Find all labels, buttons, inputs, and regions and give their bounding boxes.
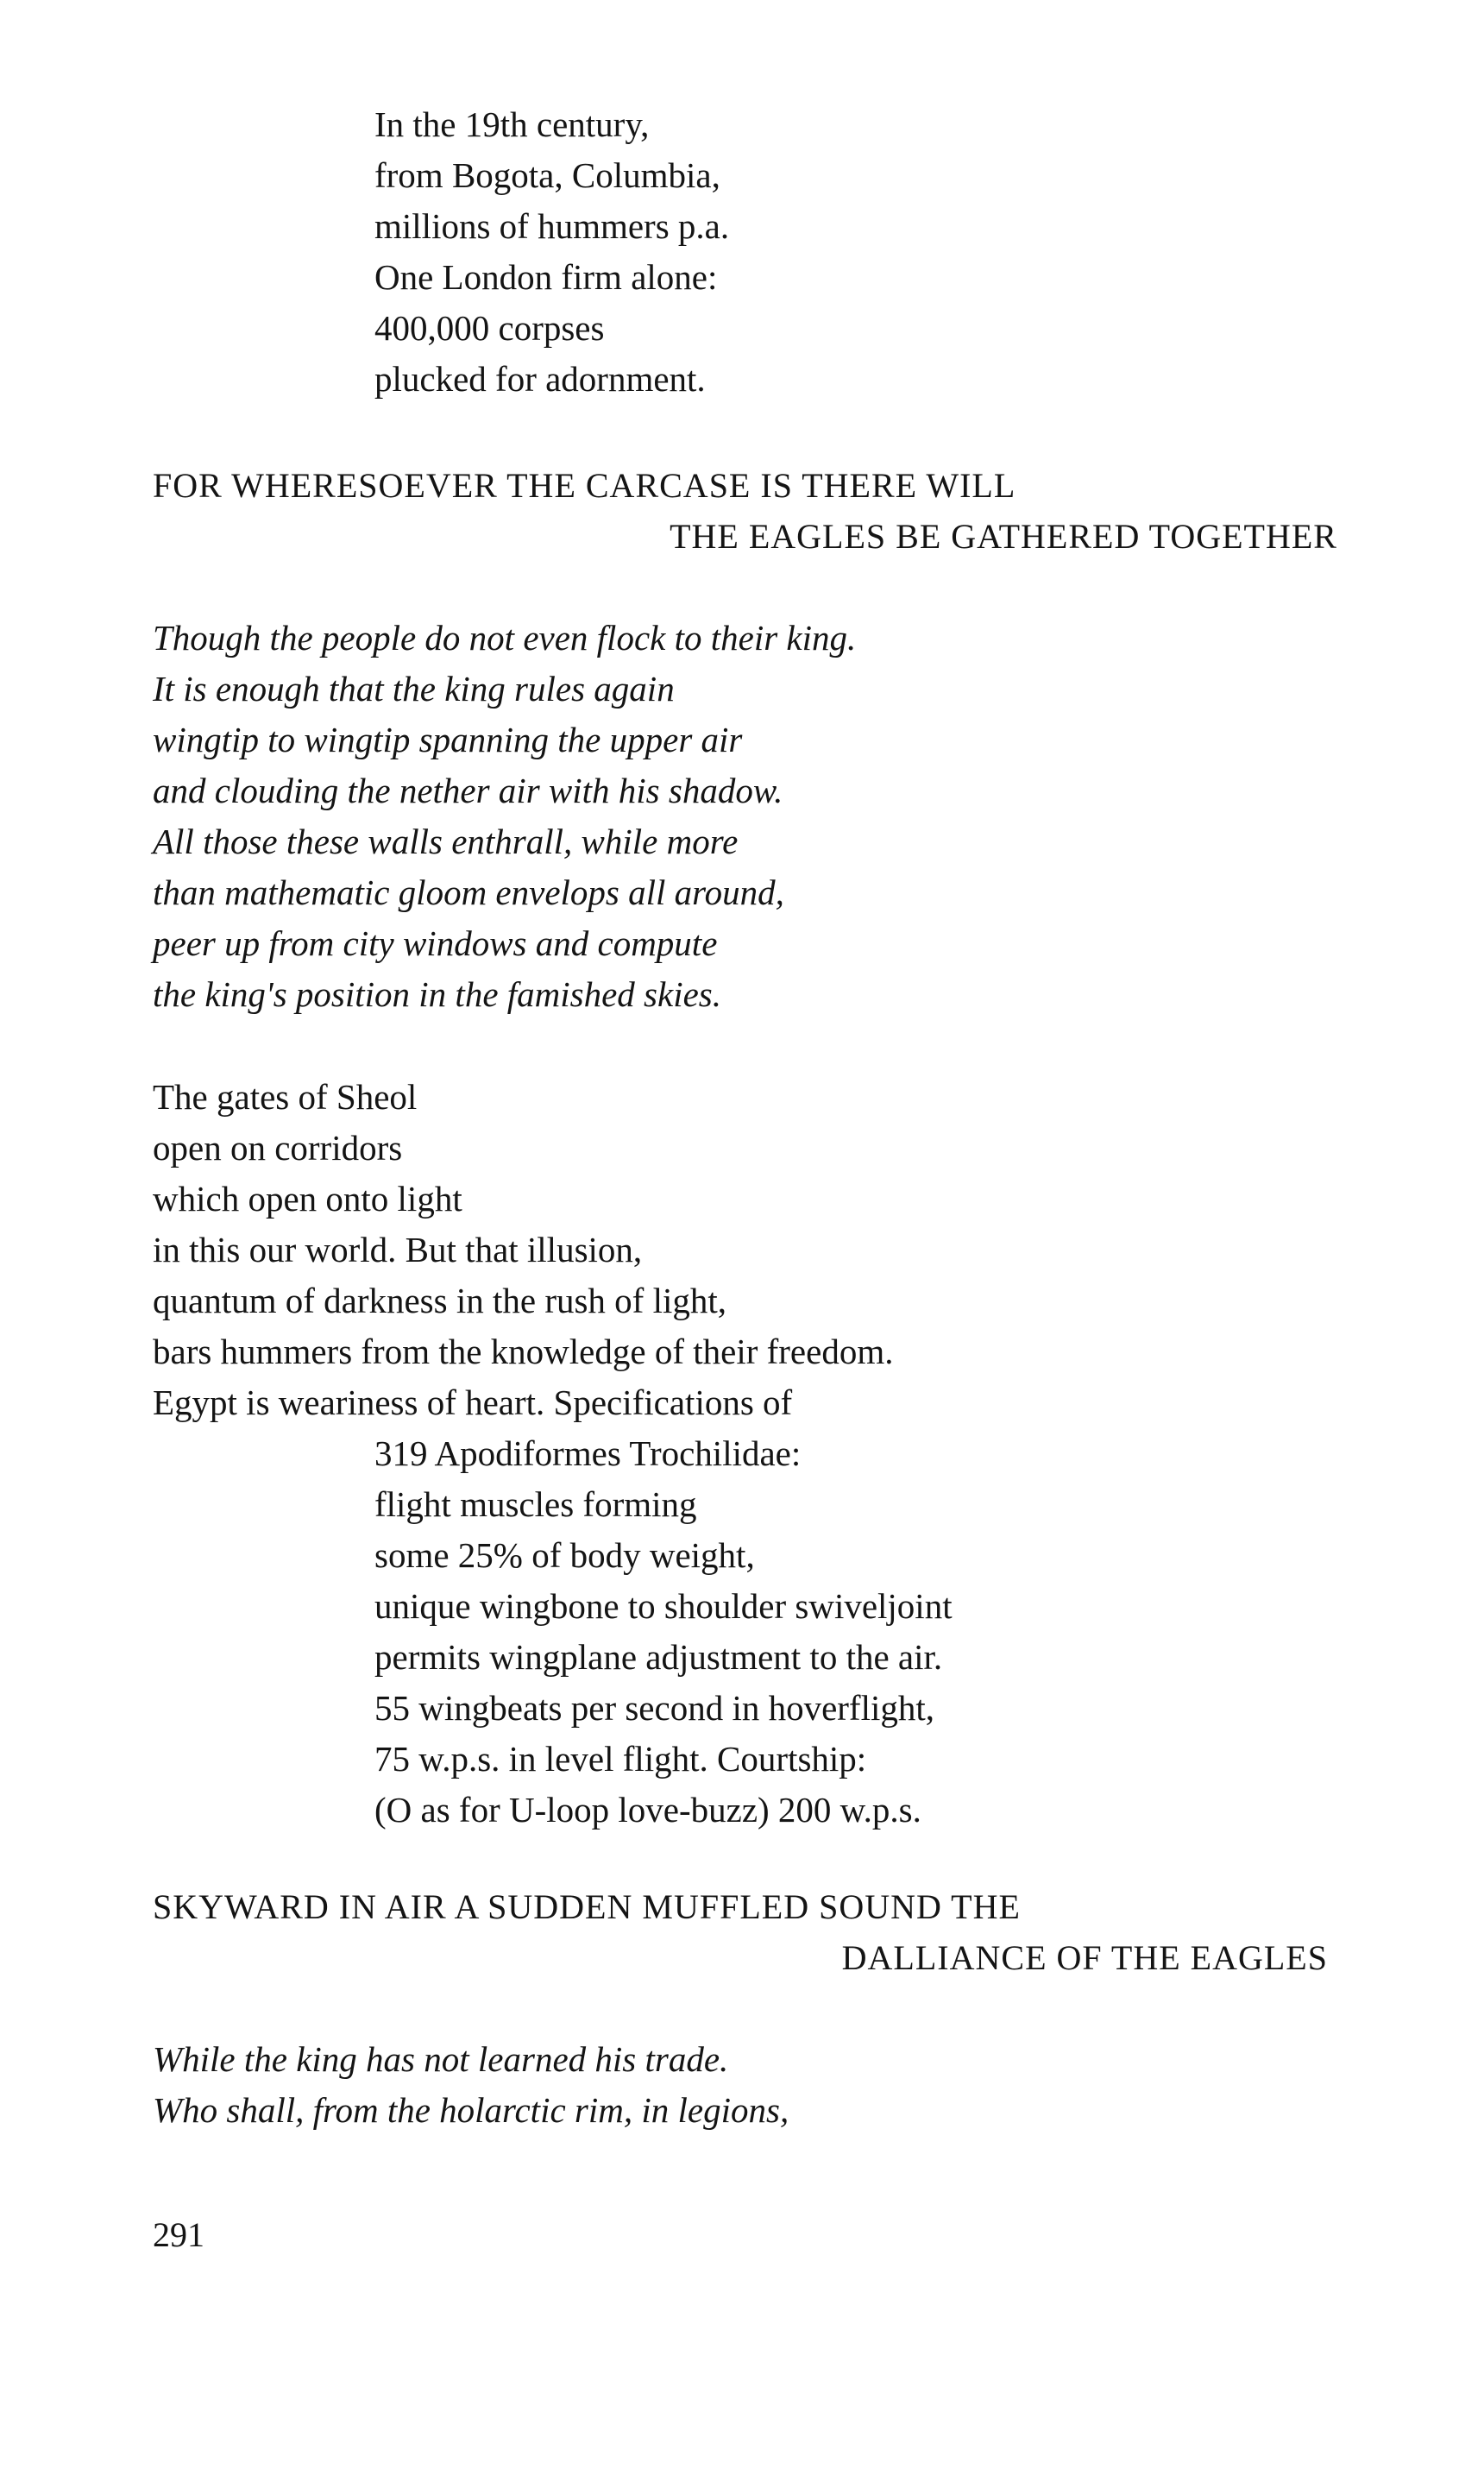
poem-line: which open onto light xyxy=(153,1179,462,1219)
stanza-specifications xyxy=(374,1428,953,1836)
poem-line: millions of hummers p.a. xyxy=(374,206,730,246)
poem-line: 55 wingbeats per second in hoverflight, xyxy=(374,1688,935,1728)
poem-line: One London firm alone: xyxy=(374,257,718,297)
poem-line: All those these walls enthrall, while more xyxy=(153,822,739,861)
poem-line: It is enough that the king rules again xyxy=(153,669,675,709)
caps-line: DALLIANCE OF THE EAGLES xyxy=(841,1938,1328,1977)
poem-line: peer up from city windows and compute xyxy=(153,923,718,963)
poem-line: 75 w.p.s. in level flight. Courtship: xyxy=(374,1739,867,1779)
poem-line: While the king has not learned his trade. xyxy=(153,2039,729,2079)
poem-line: flight muscles forming xyxy=(374,1484,697,1524)
caps-line: THE EAGLES BE GATHERED TOGETHER xyxy=(670,517,1337,556)
poem-line: and clouding the nether air with his shadow. xyxy=(153,771,783,810)
poem-line: than mathematic gloom envelops all around, xyxy=(153,872,784,912)
italic-stanza-trade xyxy=(153,2034,789,2136)
poem-line: open on corridors xyxy=(153,1128,403,1168)
poem-line: quantum of darkness in the rush of light, xyxy=(153,1281,727,1320)
poem-line: bars hummers from the knowledge of their freedom. xyxy=(153,1332,894,1371)
poem-line: wingtip to wingtip spanning the upper air xyxy=(153,720,743,759)
italic-stanza-king xyxy=(153,613,856,1020)
poem-line: unique wingbone to shoulder swiveljoint xyxy=(374,1586,953,1626)
poem-line: The gates of Sheol xyxy=(153,1077,418,1117)
poem-line: in this our world. But that illusion, xyxy=(153,1230,643,1269)
poem-line: from Bogota, Columbia, xyxy=(374,155,720,195)
stanza-sheol xyxy=(153,1072,893,1428)
poem-line: 319 Apodiformes Trochilidae: xyxy=(374,1433,802,1473)
poem-line: the king's position in the famished skies. xyxy=(153,974,722,1014)
poem-line: Egypt is weariness of heart. Specifications of xyxy=(153,1383,793,1422)
poem-line: Who shall, from the holarctic rim, in legions, xyxy=(153,2090,789,2130)
poem-line: Though the people do not even flock to their king. xyxy=(153,618,857,658)
poem-line: plucked for adornment. xyxy=(374,359,706,399)
caps-line: SKYWARD IN AIR A SUDDEN MUFFLED SOUND THE xyxy=(153,1887,1021,1926)
stanza-hummers-trade xyxy=(374,99,729,405)
poem-line: (O as for U-loop love-buzz) 200 w.p.s. xyxy=(374,1790,921,1830)
caps-heading-dalliance xyxy=(153,1881,1328,1983)
poem-line: 400,000 corpses xyxy=(374,308,605,348)
poem-line: In the 19th century, xyxy=(374,104,650,144)
page-number: 291 xyxy=(153,2215,204,2254)
caps-heading-carcase xyxy=(153,460,1337,562)
caps-line: FOR WHERESOEVER THE CARCASE IS THERE WILL xyxy=(153,466,1016,505)
poem-line: some 25% of body weight, xyxy=(374,1535,755,1575)
poem-line: permits wingplane adjustment to the air. xyxy=(374,1637,943,1677)
